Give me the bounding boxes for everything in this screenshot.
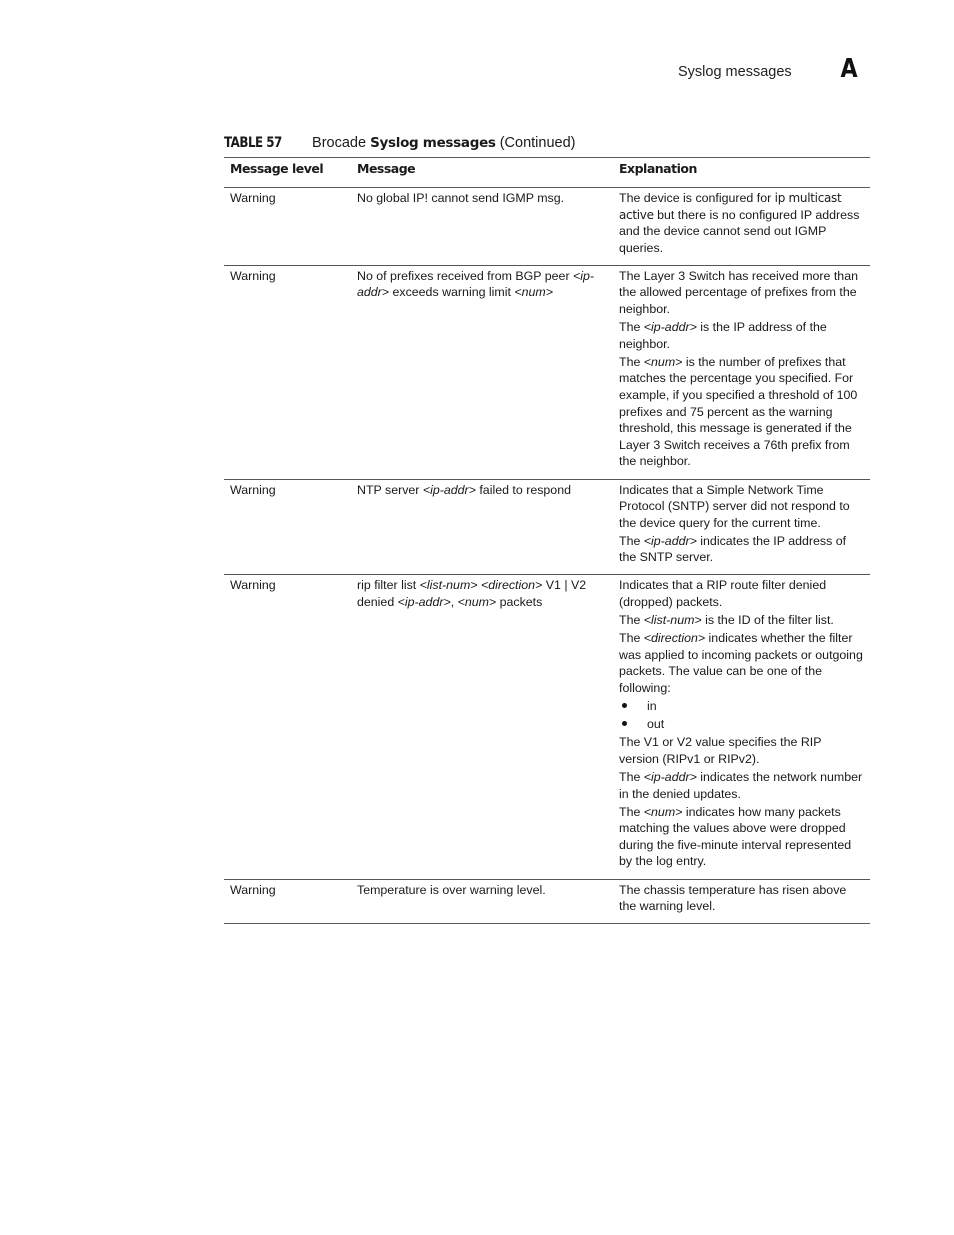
table-row (224, 575, 870, 879)
explanation-paragraph: The Layer 3 Switch has received more than the allowed percentage of prefixes from the neighbor. (619, 268, 858, 317)
explanation-paragraph: The chassis temperature has risen above the warning level. (619, 882, 847, 914)
table-row (224, 265, 870, 479)
explanation-cell (613, 479, 870, 575)
direction-values-list (619, 698, 864, 733)
message-cell: NTP server <ip-addr> failed to respond (351, 479, 613, 575)
explanation-paragraph: The V1 or V2 value specifies the RIP version (RIPv1 or RIPv2). (619, 735, 822, 766)
explanation-paragraph: The <ip-addr> indicates the IP address of the SNTP server. (619, 533, 847, 565)
message-level-cell: Warning (224, 479, 351, 575)
explanation-paragraph: The <ip-addr> indicates the network number in the denied updates. (619, 770, 863, 801)
explanation-paragraph: The device is configured for ip multicast active but there is no configured IP address and the device cannot send out IGMP queries. (619, 191, 860, 255)
table-header-row (224, 158, 870, 188)
running-header-title: Syslog messages (678, 64, 792, 80)
explanation-paragraph: The <list-num> is the ID of the filter list. (619, 613, 834, 628)
column-header-message: Message (357, 161, 416, 176)
table-number: TABLE 57 (224, 135, 282, 151)
explanation-paragraph: The <ip-addr> is the IP address of the neighbor. (619, 320, 827, 351)
column-header-message-level: Message level (230, 161, 324, 176)
list-item: out (619, 716, 864, 733)
list-item: in (619, 698, 864, 715)
message-level-cell: Warning (224, 575, 351, 879)
table-title-suffix: (Continued) (499, 135, 576, 151)
table-caption (224, 135, 575, 151)
explanation-cell (613, 188, 870, 266)
table-row (224, 188, 870, 266)
column-header-explanation: Explanation (619, 161, 697, 176)
explanation-paragraph: Indicates that a Simple Network Time Protocol (SNTP) server did not respond to the device query for the current time. (619, 482, 850, 530)
explanation-cell (613, 879, 870, 924)
command-text: ip multicast active (619, 191, 842, 222)
table-title-emphasis: Syslog messages (370, 135, 496, 151)
table-row (224, 479, 870, 575)
table-row (224, 879, 870, 924)
explanation-paragraph: Indicates that a RIP route filter denied (dropped) packets. (619, 578, 827, 610)
message-level-cell: Warning (224, 879, 351, 924)
message-cell: No of prefixes received from BGP peer <ip-addr> exceeds warning limit <num> (351, 265, 613, 479)
message-cell: No global IP! cannot send IGMP msg. (351, 188, 613, 266)
syslog-messages-table (224, 157, 870, 924)
explanation-cell (613, 265, 870, 479)
message-cell: rip filter list <list-num> <direction> V1 | V2 denied <ip-addr>, <num> packets (351, 575, 613, 879)
explanation-paragraph: The <direction> indicates whether the filter was applied to incoming packets or outgoing packets. The value can be one of the following: (619, 631, 863, 696)
message-level-cell: Warning (224, 188, 351, 266)
explanation-cell (613, 575, 870, 879)
message-level-cell: Warning (224, 265, 351, 479)
appendix-letter: A (840, 54, 858, 84)
explanation-paragraph: The <num> is the number of prefixes that matches the percentage you specified. For example, if you specified a threshold of 100 prefixes and 75 percent as the warning threshold, this message is generated if the Layer 3 Switch receives a 76th prefix from the neighbor. (619, 354, 858, 469)
table-title-prefix: Brocade (312, 135, 367, 151)
explanation-paragraph: The <num> indicates how many packets matching the values above were dropped during the five-minute interval represented by the log entry. (619, 804, 852, 869)
message-cell: Temperature is over warning level. (351, 879, 613, 924)
